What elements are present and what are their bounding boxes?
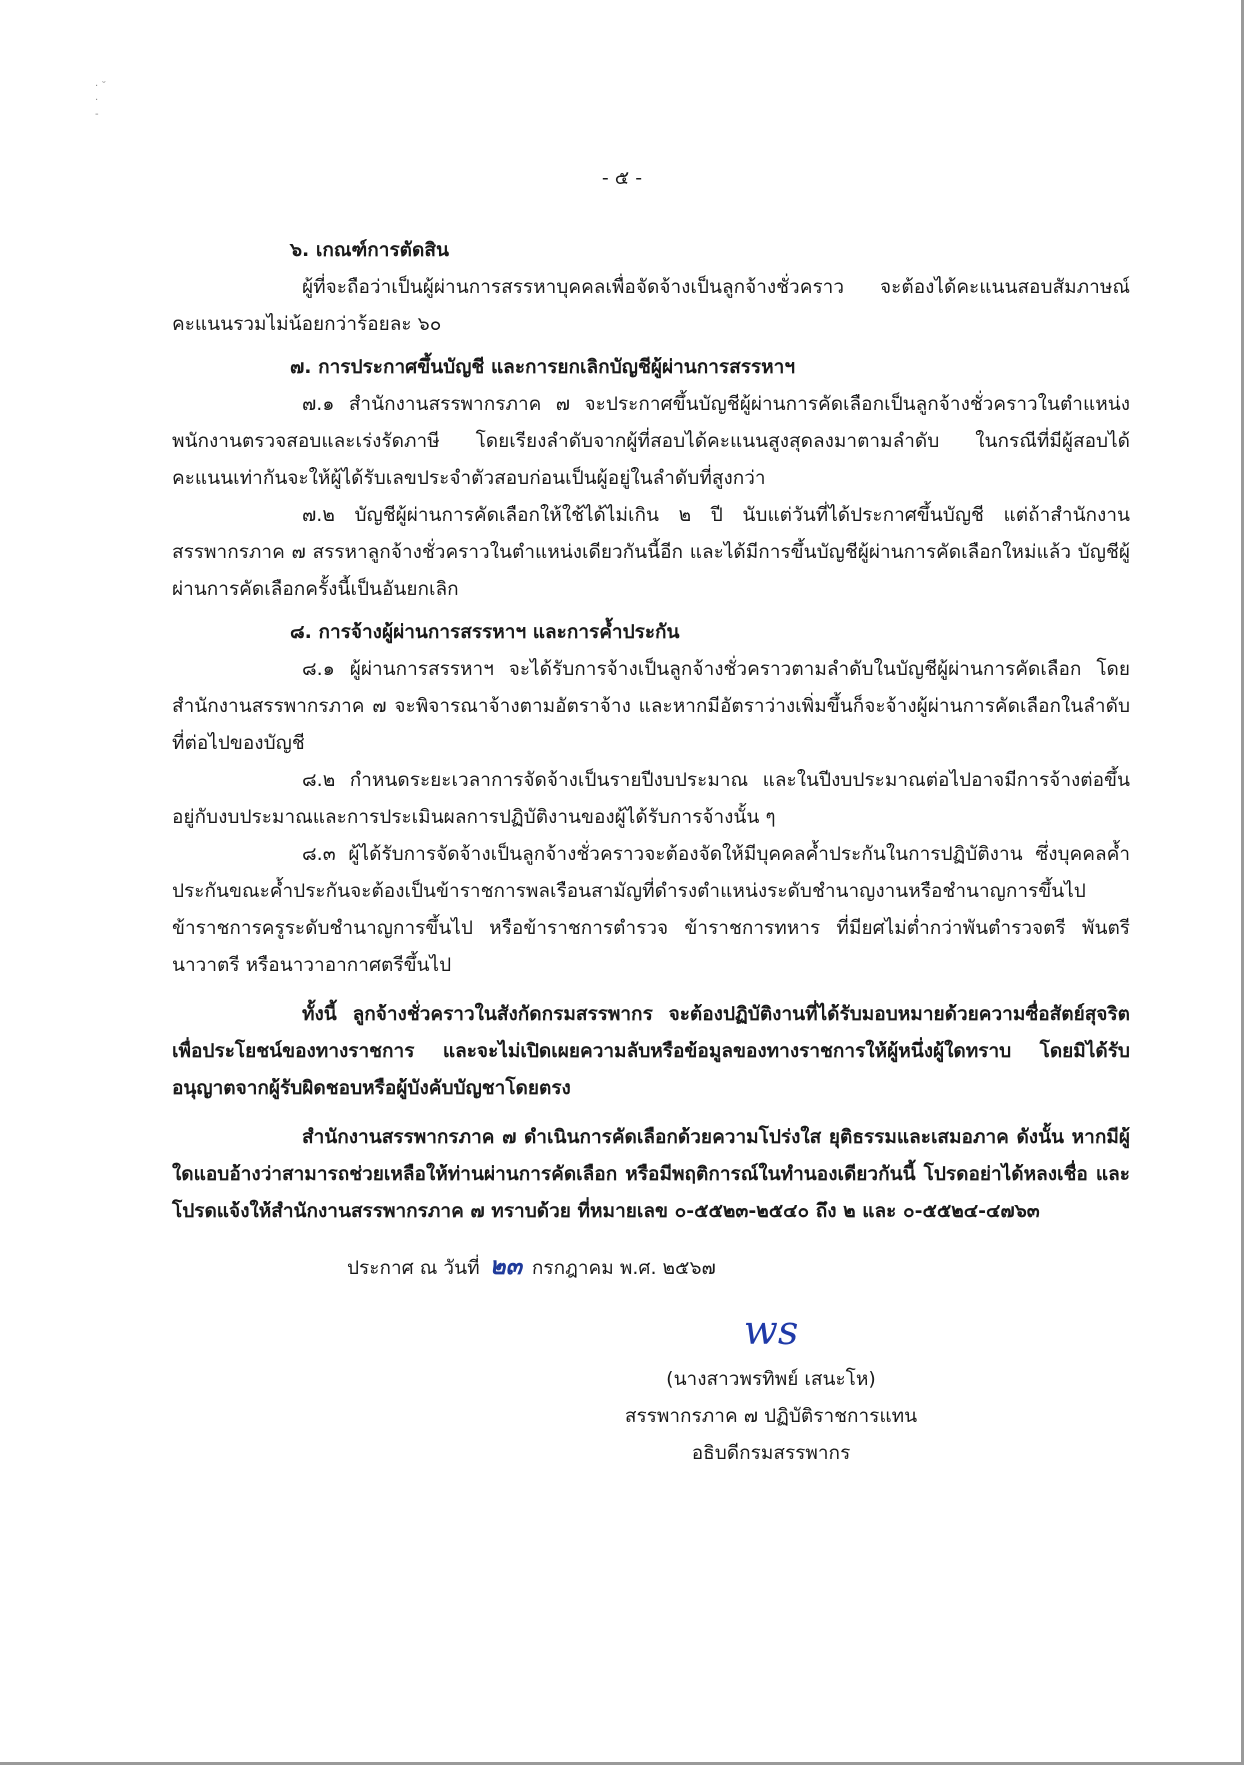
handwritten-signature: ws <box>743 1308 799 1354</box>
section-6-heading: ๖. เกณฑ์การตัดสิน <box>290 239 449 261</box>
date-prefix: ประกาศ ณ วันที่ <box>347 1257 480 1279</box>
section-7-2-paragraph: ๗.๒ บัญชีผู้ผ่านการคัดเลือกให้ใช้ได้ไม่เกิน ๒ ปี นับแต่วันที่ได้ประกาศขึ้นบัญชี แต่ถ้าสำนักงานสรรพากรภาค ๗ สรรหาลูกจ้างชั่วคราวในตำแหน่งเดียวกันนี้อีก และได้มีการขึ้นบัญชีผู้ผ่านการคัดเลือกใหม่แล้ว บัญชีผู้ผ่านการคัดเลือกครั้งนี้เป็นอันยกเลิก <box>172 504 1130 600</box>
section-7-heading: ๗. การประกาศขึ้นบัญชี และการยกเลิกบัญชีผู้ผ่านการสรรหาฯ <box>290 356 796 378</box>
signer-name: (นางสาวพรทิพย์ เสนะโห) <box>666 1368 876 1390</box>
section-6-paragraph: ผู้ที่จะถือว่าเป็นผู้ผ่านการสรรหาบุคคลเพื่อจัดจ้างเป็นลูกจ้างชั่วคราว จะต้องได้คะแนนสอบสัมภาษณ์ คะแนนรวมไม่น้อยกว่าร้อยละ ๖๐ <box>172 276 1130 335</box>
announcement-date <box>172 1248 1130 1287</box>
signer-position: สรรพากรภาค ๗ ปฏิบัติราชการแทน <box>624 1405 918 1427</box>
section-8-heading: ๘. การจ้างผู้ผ่านการสรรหาฯ และการค้ำประกัน <box>290 621 680 643</box>
handwritten-day: ๒๓ <box>489 1252 522 1280</box>
page-number: - ๕ - <box>601 167 643 189</box>
section-8-3-paragraph: ๘.๓ ผู้ได้รับการจัดจ้างเป็นลูกจ้างชั่วคราวจะต้องจัดให้มีบุคคลค้ำประกันในการปฏิบัติงาน ซึ่งบุคคลค้ำประกันขณะค้ำประกันจะต้องเป็นข้าราชการพลเรือนสามัญที่ดำรงตำแหน่งระดับชำนาญงานหรือชำนาญการขึ้นไป ข้าราชการครูระดับชำนาญการขึ้นไป หรือข้าราชการตำรวจ ข้าราชการทหาร ที่มียศไม่ต่ำกว่าพันตำรวจตรี พันตรี นาวาตรี หรือนาวาอากาศตรีขึ้นไป <box>172 843 1130 976</box>
scan-specks: · ˘ · - <box>95 81 107 120</box>
notice-transparency: สำนักงานสรรพากรภาค ๗ ดำเนินการคัดเลือกด้วยความโปร่งใส ยุติธรรมและเสมอภาค ดังนั้น หากมีผู้ใดแอบอ้างว่าสามารถช่วยเหลือให้ท่านผ่านการคัดเลือก หรือมีพฤติการณ์ในทำนองเดียวกันนี้ โปรดอย่าได้หลงเชื่อ และโปรดแจ้งให้สำนักงานสรรพากรภาค ๗ ทราบด้วย ที่หมายเลข ๐-๕๕๒๓-๒๕๔๐ ถึง ๒ และ ๐-๕๕๒๔-๔๗๖๓ <box>172 1126 1130 1222</box>
section-7-1-paragraph: ๗.๑ สำนักงานสรรพากรภาค ๗ จะประกาศขึ้นบัญชีผู้ผ่านการคัดเลือกเป็นลูกจ้างชั่วคราวในตำแหน่งพนักงานตรวจสอบและเร่งรัดภาษี โดยเรียงลำดับจากผู้ที่สอบได้คะแนนสูงสุดลงมาตามลำดับ ในกรณีที่มีผู้สอบได้คะแนนเท่ากันจะให้ผู้ได้รับเลขประจำตัวสอบก่อนเป็นผู้อยู่ในลำดับที่สูงกว่า <box>172 393 1130 489</box>
notice-integrity: ทั้งนี้ ลูกจ้างชั่วคราวในสังกัดกรมสรรพากร จะต้องปฏิบัติงานที่ได้รับมอบหมายด้วยความซื่อสัตย์สุจริต เพื่อประโยชน์ของทางราชการ และจะไม่เปิดเผยความลับหรือข้อมูลของทางราชการให้ผู้หนึ่งผู้ใดทราบ โดยมิได้รับอนุญาตจากผู้รับผิดชอบหรือผู้บังคับบัญชาโดยตรง <box>172 1003 1130 1099</box>
signer-organization: อธิบดีกรมสรรพากร <box>691 1442 851 1464</box>
date-suffix: กรกฎาคม พ.ศ. ๒๕๖๗ <box>531 1257 716 1279</box>
document-body <box>172 232 1130 1472</box>
section-8-1-paragraph: ๘.๑ ผู้ผ่านการสรรหาฯ จะได้รับการจ้างเป็นลูกจ้างชั่วคราวตามลำดับในบัญชีผู้ผ่านการคัดเลือก โดยสำนักงานสรรพากรภาค ๗ จะพิจารณาจ้างตามอัตราจ้าง และหากมีอัตราว่างเพิ่มขึ้นก็จะจ้างผู้ผ่านการคัดเลือกในลำดับที่ต่อไปของบัญชี <box>172 658 1130 754</box>
signature-block <box>172 1301 1130 1472</box>
section-8-2-paragraph: ๘.๒ กำหนดระยะเวลาการจัดจ้างเป็นรายปีงบประมาณ และในปีงบประมาณต่อไปอาจมีการจ้างต่อขึ้นอยู่กับงบประมาณและการประเมินผลการปฏิบัติงานของผู้ได้รับการจ้างนั้น ๆ <box>172 769 1130 828</box>
